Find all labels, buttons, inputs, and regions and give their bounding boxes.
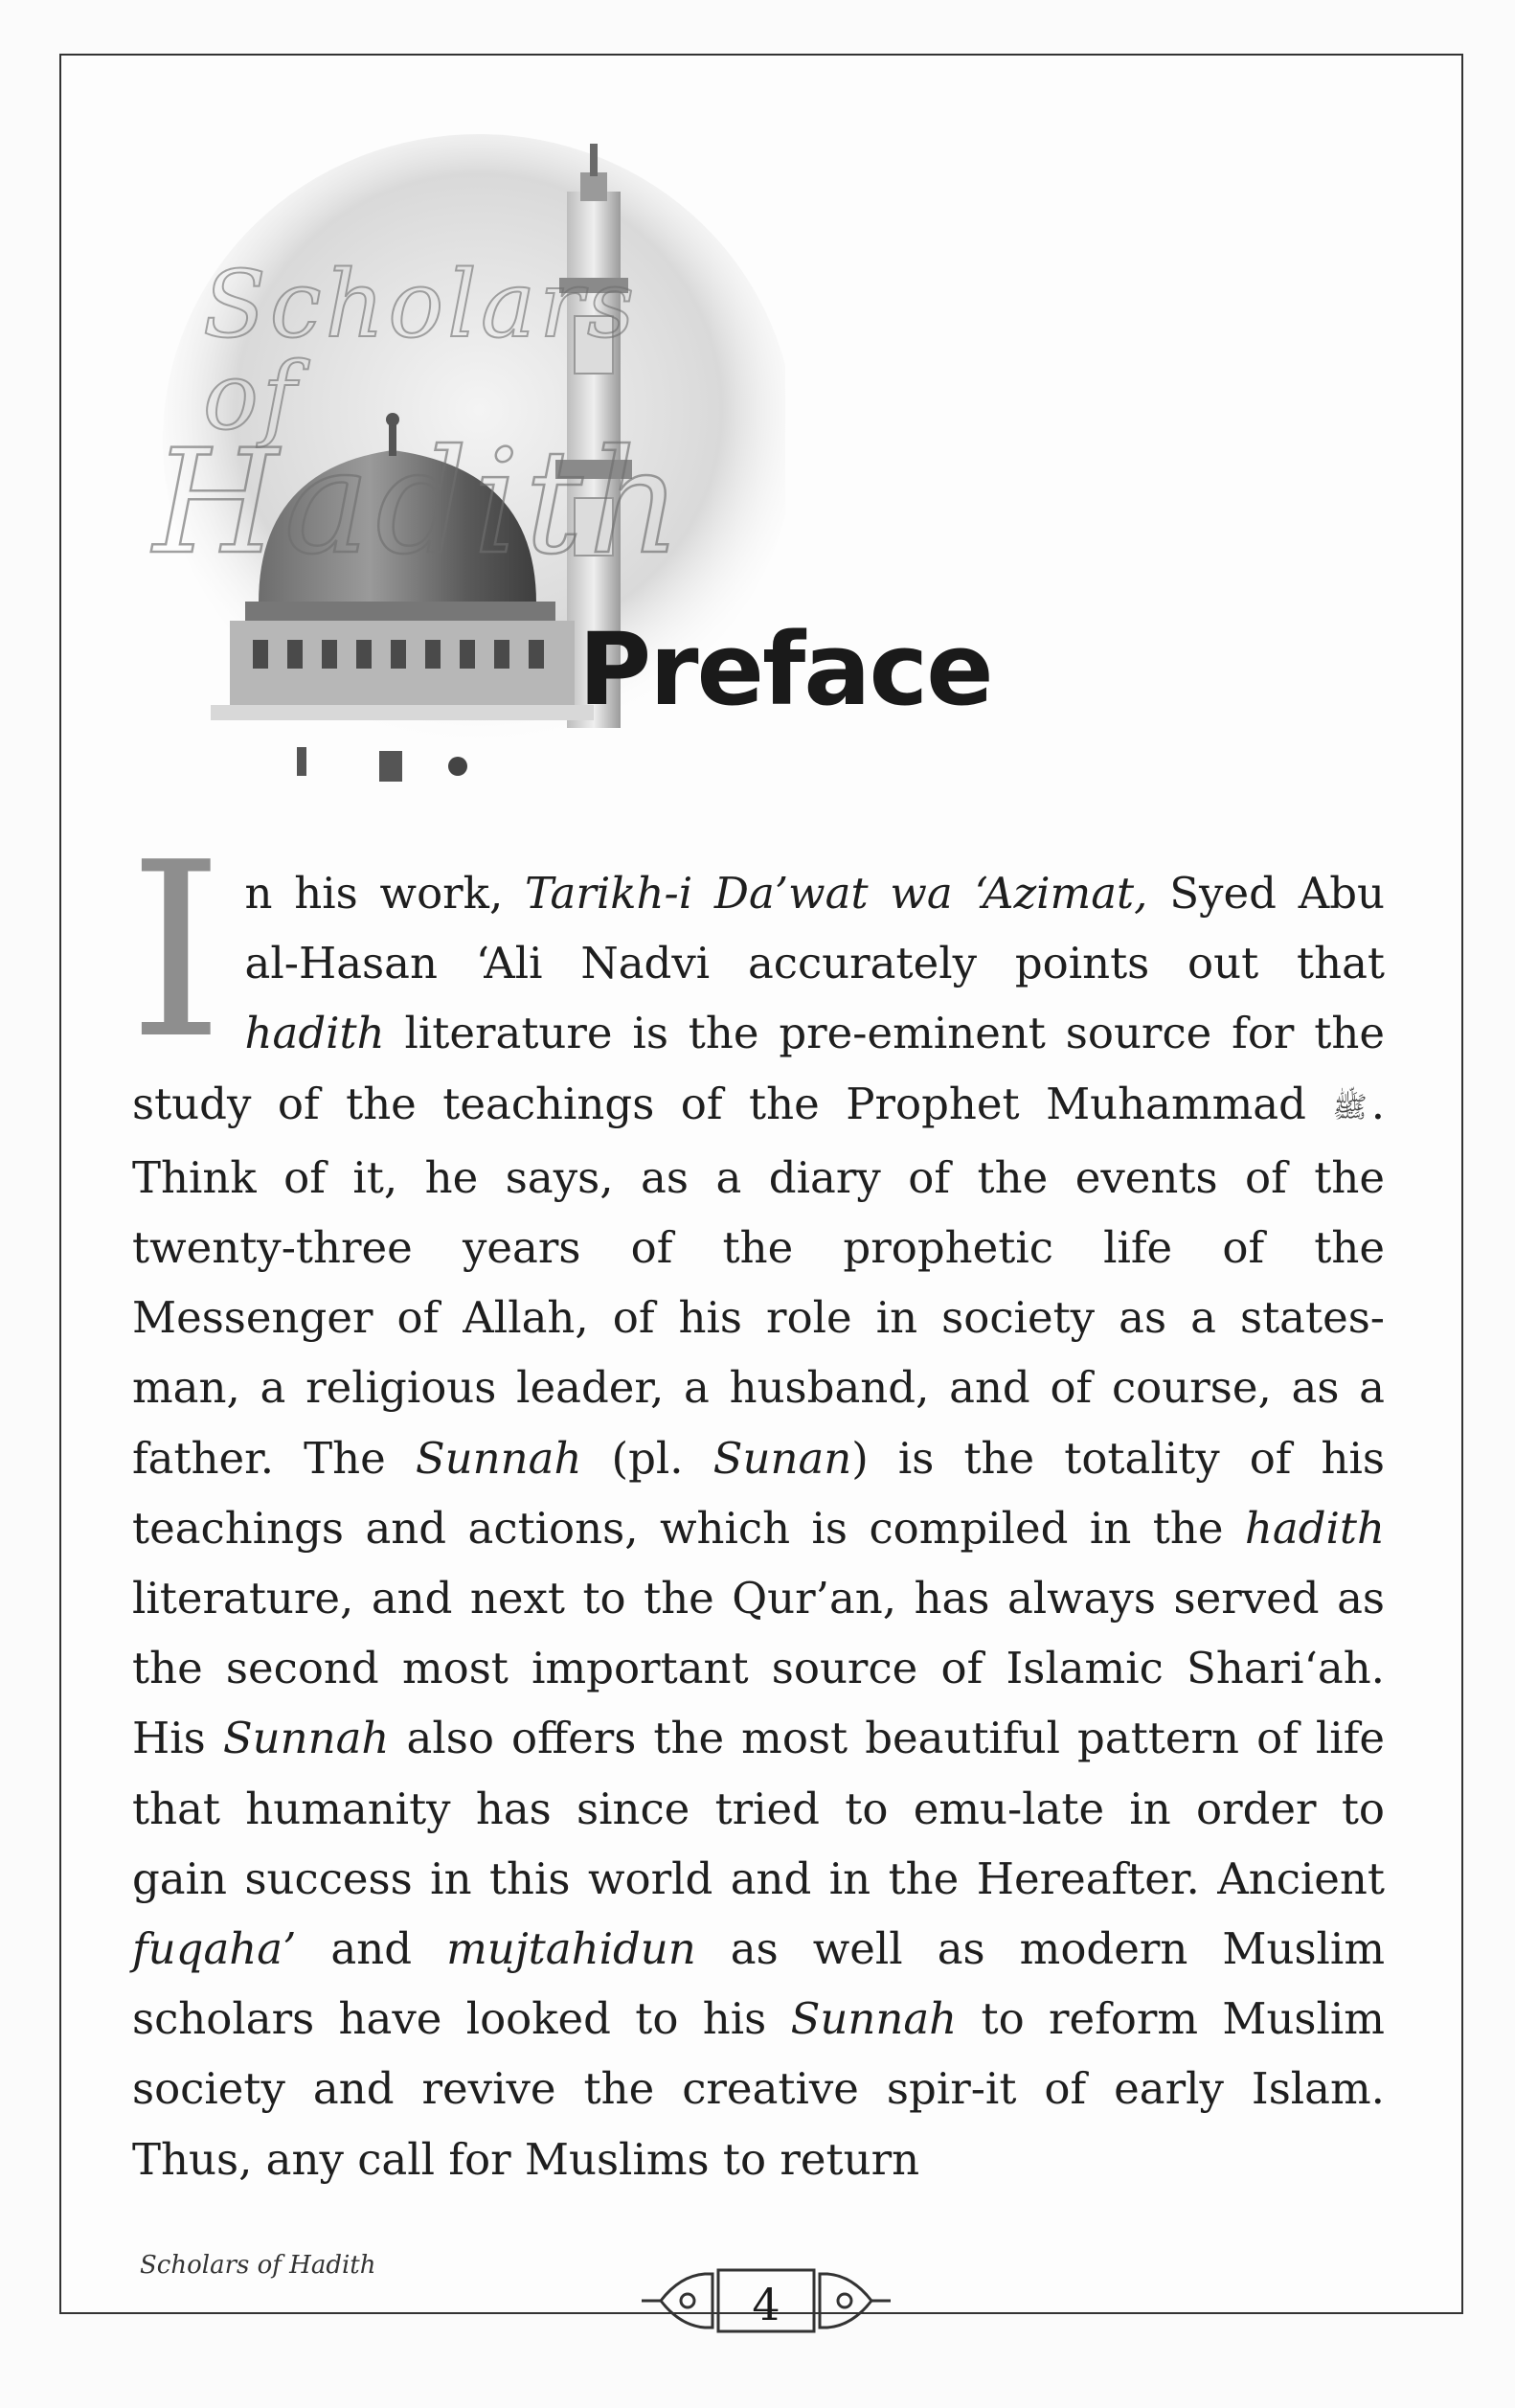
term-italic: mujtahidun <box>446 1922 696 1974</box>
term-italic: Sunnah <box>790 1993 958 2045</box>
text-run: . Think of it, he says, as a diary of the events of the twenty-three years of the prophetic life of the Messenger of Allah, of his role in society as a states-man, a religious leader, a husband, and of course, as a father. The <box>132 1078 1385 1484</box>
text-run: ) is the totality of his teachings and actions, which is compiled in the <box>132 1432 1385 1554</box>
drop-cap: I <box>128 811 224 1092</box>
body-paragraph <box>128 811 1385 2194</box>
text-run: n his work, <box>244 868 526 919</box>
text-run: literature, and next to the Qur’an, has always served as the second most important source of Islamic Shari‘ah. His <box>132 1572 1385 1764</box>
honorific-symbol: ﷺ <box>1332 1090 1368 1124</box>
term-italic: Sunnah <box>222 1713 390 1764</box>
footer-book-title: Scholars of Hadith <box>140 2251 376 2280</box>
text-run: and <box>296 1922 447 1974</box>
text-run: (pl. <box>581 1432 713 1484</box>
page-number: 4 <box>752 2279 780 2330</box>
term-italic: Sunan <box>712 1432 852 1484</box>
text-run: as well as modern Muslim scholars have looked to his <box>132 1922 1385 2045</box>
text-run: also offers the most beautiful pattern of life that humanity has since tried to emu-late in order to gain success in this world and in the Hereafter. Ancient <box>132 1713 1385 1904</box>
page-title: Preface <box>578 611 992 728</box>
term-italic: hadith <box>1244 1502 1385 1554</box>
term-italic: Sunnah <box>415 1432 582 1484</box>
text-run: to reform Muslim society and revive the creative spir-it of early Islam. Thus, any call for Muslims to return <box>132 1993 1385 2185</box>
term-italic: fuqaha’ <box>132 1922 297 1974</box>
term-italic: hadith <box>244 1008 385 1059</box>
text-run: literature is the pre-eminent source for the study of the teachings of the Prophet Muhammad <box>132 1008 1385 1129</box>
book-title-italic: Tarikh-i Da’wat wa ‘Azimat, <box>525 868 1148 919</box>
text-run: Syed Abu al-Hasan ‘Ali Nadvi accurately points out that <box>244 868 1385 989</box>
